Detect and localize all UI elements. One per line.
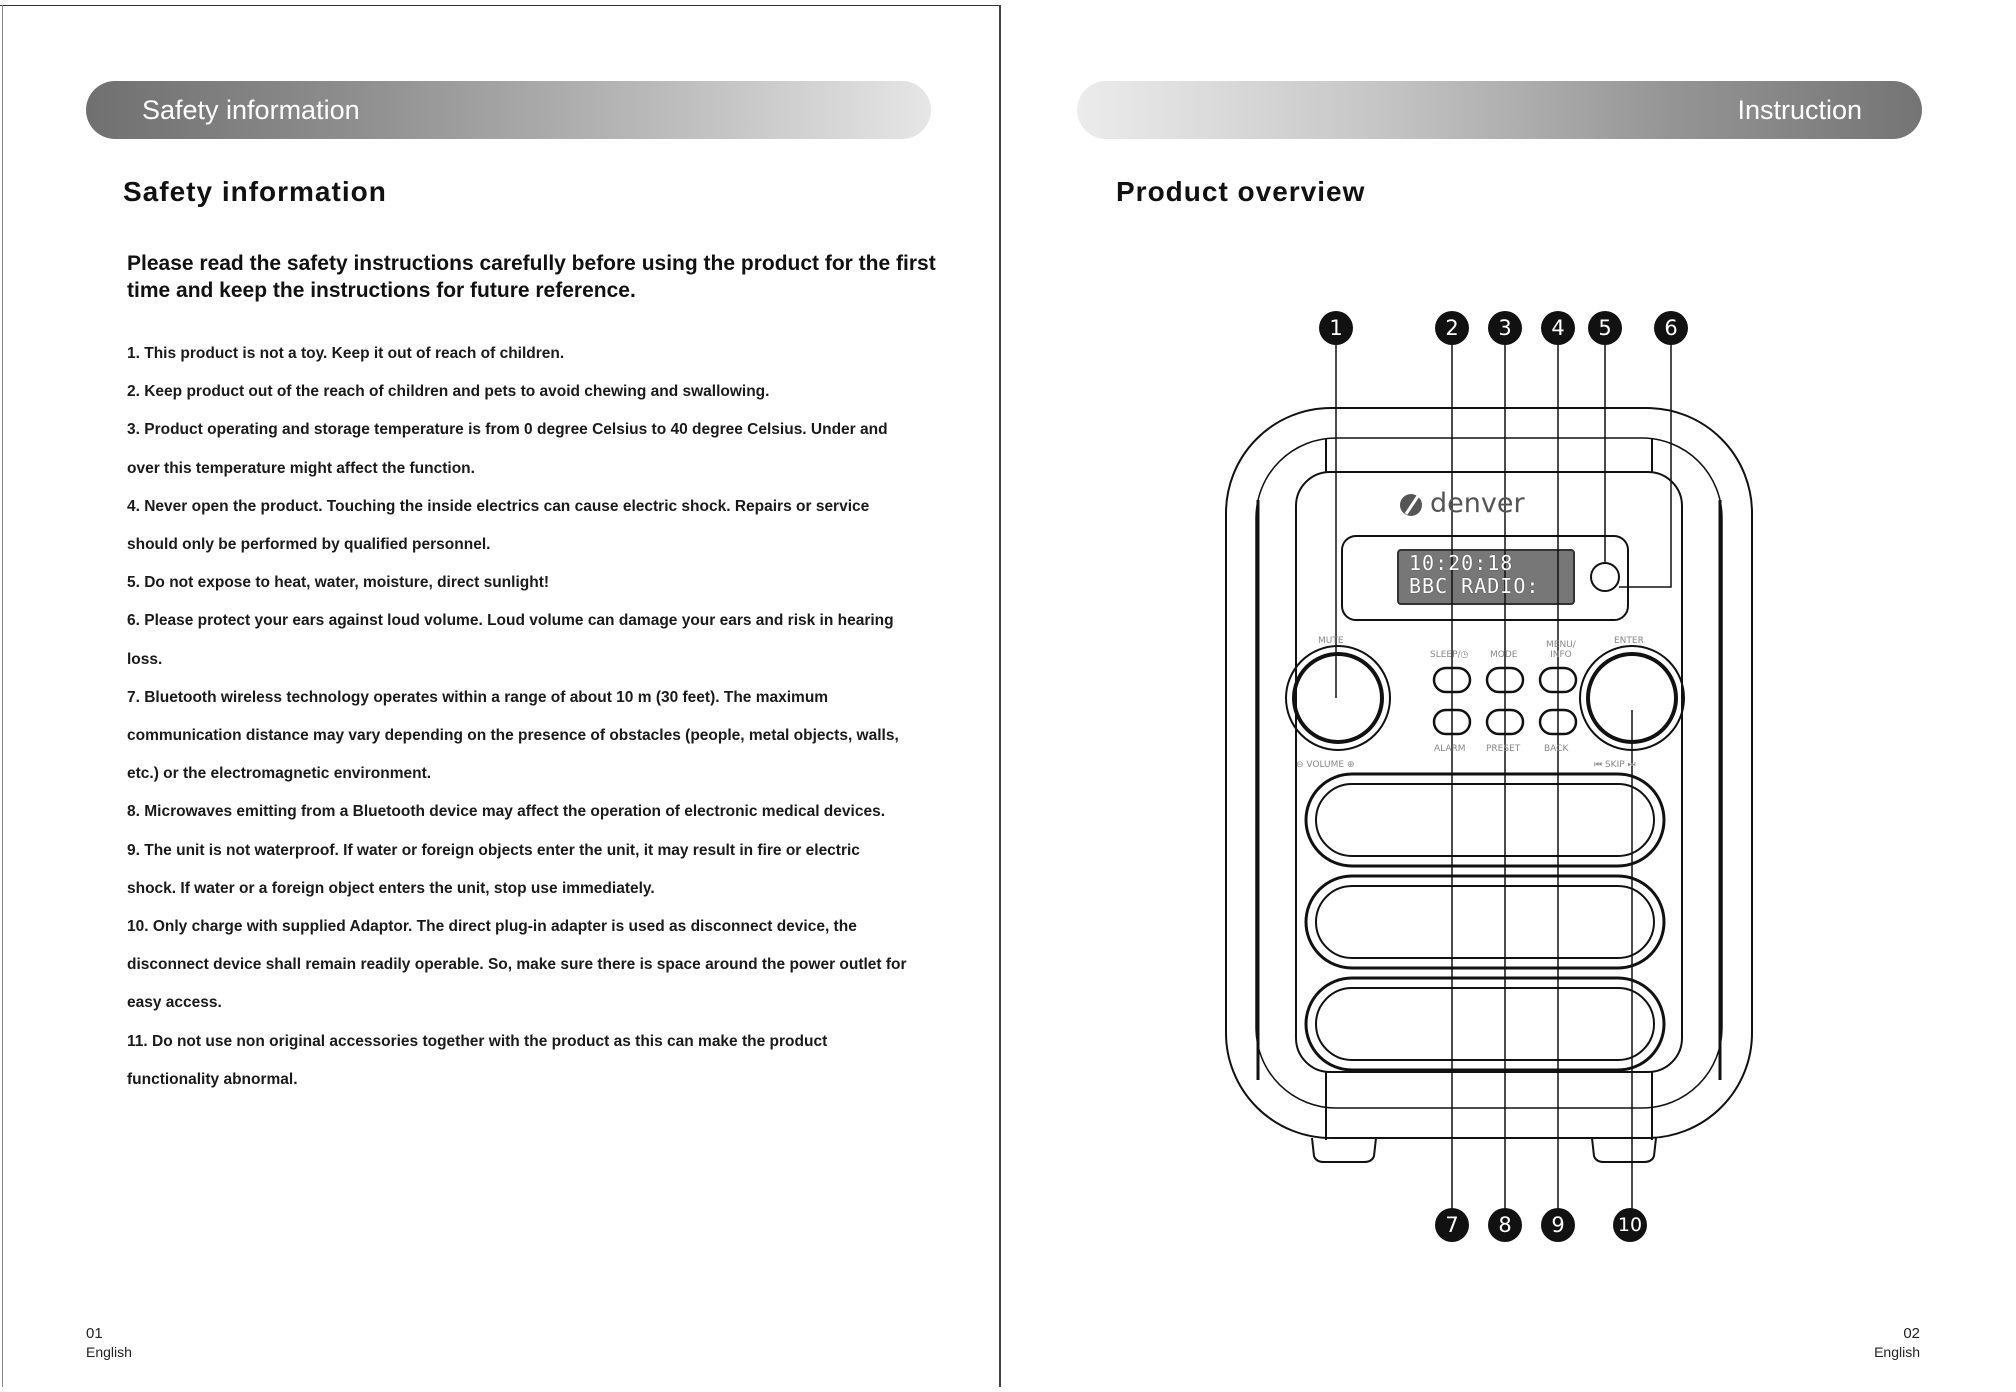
rule-line: should only be performed by qualified personnel. bbox=[127, 536, 491, 554]
callout-marker-2: 2 bbox=[1435, 311, 1469, 345]
section-banner-right: Instruction bbox=[1077, 81, 1922, 139]
page-edge-left bbox=[2, 5, 3, 1387]
callout-marker-7: 7 bbox=[1435, 1208, 1469, 1242]
callout-marker-8: 8 bbox=[1488, 1208, 1522, 1242]
callout-marker-4: 4 bbox=[1541, 311, 1575, 345]
skip-label: ⏮ SKIP ⏭ bbox=[1594, 760, 1636, 770]
sleep-label: SLEEP/◷ bbox=[1430, 650, 1469, 660]
rule-line: 7. Bluetooth wireless technology operates within a range of about 10 m (30 feet). The maximum bbox=[127, 688, 829, 706]
sensor-icon bbox=[1591, 563, 1619, 591]
mode-label: MODE bbox=[1490, 650, 1518, 660]
foot-left bbox=[1312, 1138, 1376, 1162]
preset-label: PRESET bbox=[1486, 744, 1521, 754]
rule-line: 3. Product operating and storage temperature is from 0 degree Celsius to 40 degree Celsius. Under and bbox=[127, 421, 888, 439]
rule-line: functionality abnormal. bbox=[127, 1070, 298, 1088]
rule-line: 5. Do not expose to heat, water, moisture, direct sunlight! bbox=[127, 574, 550, 592]
rule-line: 11. Do not use non original accessories together with the product as this can make the product bbox=[127, 1032, 828, 1050]
rule-line: over this temperature might affect the function. bbox=[127, 459, 475, 477]
volume-knob-ring bbox=[1286, 646, 1390, 750]
radio-diagram bbox=[1200, 300, 1760, 1260]
enter-label: ENTER bbox=[1614, 636, 1644, 646]
rule-line: 9. The unit is not waterproof. If water or foreign objects enter the unit, it may result in fire or electric bbox=[127, 841, 860, 859]
rule-line: 2. Keep product out of the reach of children and pets to avoid chewing and swallowing. bbox=[127, 383, 770, 401]
product-overview-heading: Product overview bbox=[1116, 176, 1366, 207]
section-banner-left: Safety information bbox=[86, 81, 931, 139]
volume-label: ⊖ VOLUME ⊕ bbox=[1296, 760, 1355, 770]
rule-line: communication distance may vary depending on the presence of obstacles (people, metal objects, walls, bbox=[127, 727, 899, 745]
volume-knob bbox=[1294, 654, 1382, 742]
mute-label: MUTE bbox=[1318, 636, 1344, 646]
callout-marker-6: 6 bbox=[1654, 311, 1688, 345]
rule-line: 4. Never open the product. Touching the inside electrics can cause electric shock. Repairs or service bbox=[127, 497, 870, 515]
speaker-grille-2 bbox=[1306, 876, 1664, 968]
page-edge-top bbox=[0, 5, 1000, 6]
speaker-grille-1 bbox=[1306, 774, 1664, 866]
rule-line: easy access. bbox=[127, 994, 222, 1012]
safety-heading: Safety information bbox=[123, 176, 387, 207]
foot-right bbox=[1592, 1138, 1656, 1162]
rule-line: 10. Only charge with supplied Adaptor. The direct plug-in adapter is used as disconnect device, the bbox=[127, 918, 857, 936]
rule-line: loss. bbox=[127, 650, 163, 668]
callout-marker-3: 3 bbox=[1488, 311, 1522, 345]
back-label: BACK bbox=[1544, 744, 1569, 754]
callout-marker-9: 9 bbox=[1541, 1208, 1575, 1242]
safety-rules-list bbox=[127, 335, 947, 1099]
rule-line: 6. Please protect your ears against loud volume. Loud volume can damage your ears and risk in hearing bbox=[127, 612, 894, 630]
rule-line: 8. Microwaves emitting from a Bluetooth device may affect the operation of electronic medical devices. bbox=[127, 803, 885, 821]
display-text bbox=[1399, 552, 1573, 602]
display-time: 10:20:18 bbox=[1409, 551, 1514, 575]
rule-line: etc.) or the electromagnetic environment. bbox=[127, 765, 432, 783]
rule-line: shock. If water or a foreign object enters the unit, stop use immediately. bbox=[127, 879, 655, 897]
page-number: 01 bbox=[86, 1325, 103, 1342]
rule-line: disconnect device shall remain readily operable. So, make sure there is space around the power outlet for bbox=[127, 956, 907, 974]
rule-line: 1. This product is not a toy. Keep it out of reach of children. bbox=[127, 345, 565, 362]
callout-marker-5: 5 bbox=[1588, 311, 1622, 345]
speaker-grille-3 bbox=[1306, 978, 1664, 1070]
page-language: English bbox=[1874, 1344, 1920, 1360]
menu-info-label: MENU/ INFO bbox=[1546, 640, 1576, 660]
page-number-right bbox=[1874, 1324, 1920, 1362]
page-number: 02 bbox=[1903, 1325, 1920, 1342]
safety-intro: Please read the safety instructions carefully before using the product for the first time and keep the instructions for future reference. bbox=[127, 252, 936, 302]
callout-marker-1: 1 bbox=[1319, 311, 1353, 345]
brand-name: denver bbox=[1430, 488, 1525, 519]
page-divider bbox=[999, 5, 1001, 1387]
alarm-label: ALARM bbox=[1434, 744, 1466, 754]
page-number-left bbox=[86, 1324, 132, 1362]
display-station: BBC RADIO: bbox=[1409, 574, 1540, 598]
callout-marker-10: 10 bbox=[1613, 1208, 1647, 1242]
page-language: English bbox=[86, 1344, 132, 1360]
radio-illustration bbox=[1200, 300, 1760, 1260]
